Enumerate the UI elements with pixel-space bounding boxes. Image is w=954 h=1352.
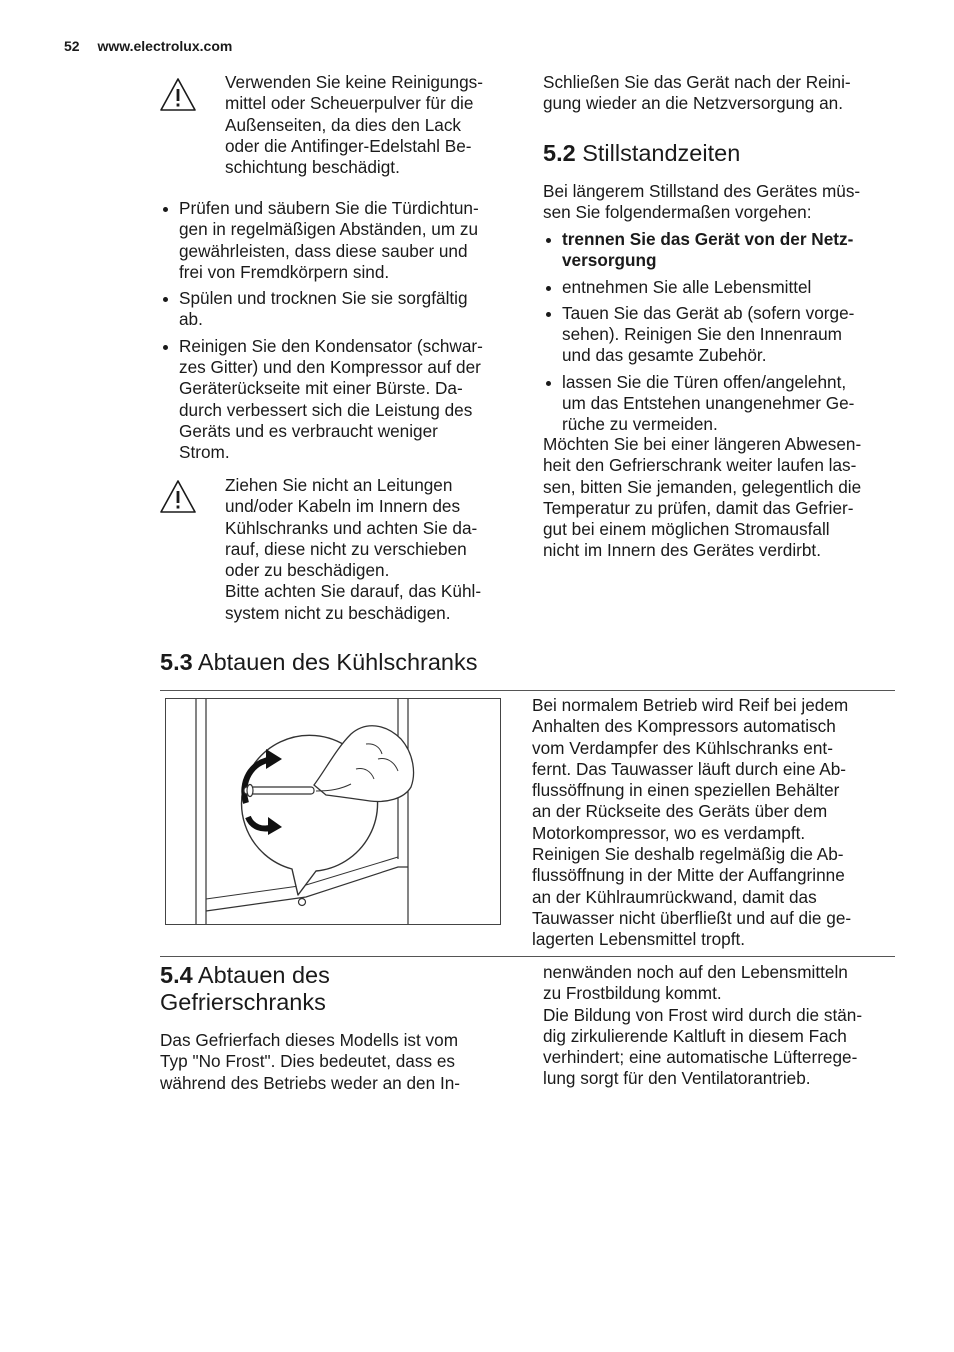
text-line: und/oder Kabeln im Innern des (225, 496, 461, 517)
text-line: Prüfen und säubern Sie die Türdichtun- (179, 198, 479, 218)
warning-1-text (225, 72, 515, 178)
text-line: Schließen Sie das Gerät nach der Reini- (543, 72, 851, 92)
list-item (543, 229, 903, 272)
text-line: gung wieder an die Netzversorgung an. (543, 93, 844, 114)
website-url: www.electrolux.com (97, 38, 233, 54)
text-line: und das gesamte Zubehör. (562, 345, 767, 366)
list-item (160, 198, 520, 283)
warning-triangle-icon (159, 479, 197, 515)
section-5-4-heading (160, 962, 330, 1016)
text-line: versorgung (562, 250, 657, 271)
cleaning-bullet-list (160, 198, 520, 469)
text-line: Anhalten des Kompressors automatisch (532, 716, 836, 737)
list-item (543, 372, 903, 436)
section-divider (160, 956, 895, 957)
text-line: frei von Fremdkörpern sind. (179, 261, 390, 282)
section-title: Stillstandzeiten (582, 140, 741, 166)
text-line: entnehmen Sie alle Lebensmittel (562, 276, 812, 297)
text-line: ab. (179, 309, 203, 330)
text-line: lung sorgt für den Ventilatorantrieb. (543, 1068, 811, 1089)
section-5-2-outro (543, 434, 903, 562)
text-line: Bei normalem Betrieb wird Reif bei jedem (532, 695, 849, 715)
section-5-2-intro (543, 181, 903, 224)
text-line: Außenseiten, da dies den Lack (225, 114, 462, 135)
text-line: Das Gefrierfach dieses Modells ist vom (160, 1030, 459, 1050)
text-line: Reinigen Sie den Kondensator (schwar- (179, 335, 483, 356)
text-line: während des Betriebs weder an den In- (160, 1072, 461, 1093)
list-item (543, 277, 903, 298)
text-line: zu Frostbildung kommt. (543, 983, 722, 1004)
text-line: Möchten Sie bei einer längeren Abwesen- (543, 434, 862, 454)
section-5-3-text (532, 695, 902, 951)
text-line: sen, bitten Sie jemanden, gelegentlich die (543, 476, 862, 497)
text-line: an der Kühlraumrückwand, damit das (532, 886, 817, 907)
list-item (543, 303, 903, 367)
text-line: Bitte achten Sie darauf, das Kühl- (225, 581, 482, 602)
text-line: gen in regelmäßigen Abständen, um zu (179, 219, 479, 240)
text-line: Strom. (179, 442, 230, 463)
text-line: fernt. Das Tauwasser läuft durch eine Ab- (532, 758, 846, 779)
reconnect-note (543, 72, 903, 115)
page-header (64, 38, 232, 54)
page-number: 52 (64, 38, 80, 54)
text-line: Geräts und es verbraucht weniger (179, 420, 438, 441)
text-line: Bei längerem Stillstand des Gerätes müs- (543, 181, 861, 201)
text-line: sehen). Reinigen Sie den Innenraum (562, 324, 842, 345)
text-line: flussöffnung in einen speziellen Behälter (532, 780, 840, 801)
section-5-3-heading (160, 649, 477, 676)
text-line: Die Bildung von Frost wird durch die stän- (543, 1004, 863, 1025)
section-divider (160, 690, 895, 691)
warning-triangle-icon (159, 77, 197, 113)
warning-2-text (225, 475, 515, 624)
text-line: Tauwasser nicht überfließt und auf die ge- (532, 907, 852, 928)
section-5-2-heading (543, 140, 740, 167)
text-line: um das Entstehen unangenehmer Ge- (562, 393, 855, 414)
section-5-4-left-text (160, 1030, 520, 1094)
text-line: zes Gitter) und den Kompressor auf der (179, 357, 481, 378)
text-line: Reinigen Sie deshalb regelmäßig die Ab- (532, 844, 844, 865)
text-line: verhindert; eine automatische Lüfterrege- (543, 1047, 858, 1068)
section-5-4-right-text (543, 962, 913, 1090)
list-item (160, 288, 520, 331)
text-line: vom Verdampfer des Kühlschranks ent- (532, 737, 833, 758)
section-number: 5.2 (543, 140, 576, 166)
text-line: Motorkompressor, wo es verdampft. (532, 822, 806, 843)
text-line: Verwenden Sie keine Reinigungs- (225, 72, 483, 92)
text-line: lassen Sie die Türen offen/angelehnt, (562, 371, 847, 392)
section-number: 5.3 (160, 649, 193, 675)
text-line: rauf, diese nicht zu verschieben (225, 538, 467, 559)
text-line: Tauen Sie das Gerät ab (sofern vorge- (562, 302, 855, 323)
text-line: an der Rückseite des Geräts über dem (532, 801, 828, 822)
text-line: flussöffnung in der Mitte der Auffangrinne (532, 865, 845, 886)
text-line: mittel oder Scheuerpulver für die (225, 93, 474, 114)
section-title: Abtauen des (197, 962, 330, 988)
text-line: system nicht zu beschädigen. (225, 602, 451, 623)
section-number: 5.4 (160, 962, 193, 988)
list-item (160, 336, 520, 464)
text-line: dig zirkulierende Kaltluft in diesem Fach (543, 1025, 847, 1046)
text-line: trennen Sie das Gerät von der Netz- (562, 229, 854, 249)
section-title: Abtauen des Kühlschranks (197, 649, 478, 675)
text-line: Spülen und trocknen Sie sie sorgfältig (179, 288, 468, 309)
text-line: Typ "No Frost". Dies bedeutet, dass es (160, 1051, 455, 1072)
text-line: Kühlschranks und achten Sie da- (225, 517, 478, 538)
text-line: heit den Gefrierschrank weiter laufen las- (543, 455, 857, 476)
text-line: nenwänden noch auf den Lebensmitteln (543, 962, 848, 982)
section-title: Gefrierschranks (160, 989, 326, 1015)
text-line: gewährleisten, dass diese sauber und (179, 240, 468, 261)
text-line: Geräterückseite mit einer Bürste. Da- (179, 378, 463, 399)
defrost-drain-cleaning-illustration (165, 698, 501, 925)
text-line: schichtung beschädigt. (225, 157, 400, 178)
text-line: durch verbessert sich die Leistung des (179, 399, 473, 420)
text-line: nicht im Innern des Gerätes verdirbt. (543, 540, 821, 561)
text-line: sen Sie folgendermaßen vorgehen: (543, 202, 812, 223)
text-line: Temperatur zu prüfen, damit das Gefrier- (543, 497, 854, 518)
text-line: oder zu beschädigen. (225, 560, 390, 581)
text-line: Ziehen Sie nicht an Leitungen (225, 475, 453, 495)
standstill-bullet-list (543, 229, 903, 441)
text-line: rüche zu vermeiden. (562, 414, 718, 435)
text-line: lagerten Lebensmittel tropft. (532, 929, 746, 950)
text-line: gut bei einem möglichen Stromausfall (543, 519, 830, 540)
text-line: oder die Antifinger-Edelstahl Be- (225, 135, 472, 156)
